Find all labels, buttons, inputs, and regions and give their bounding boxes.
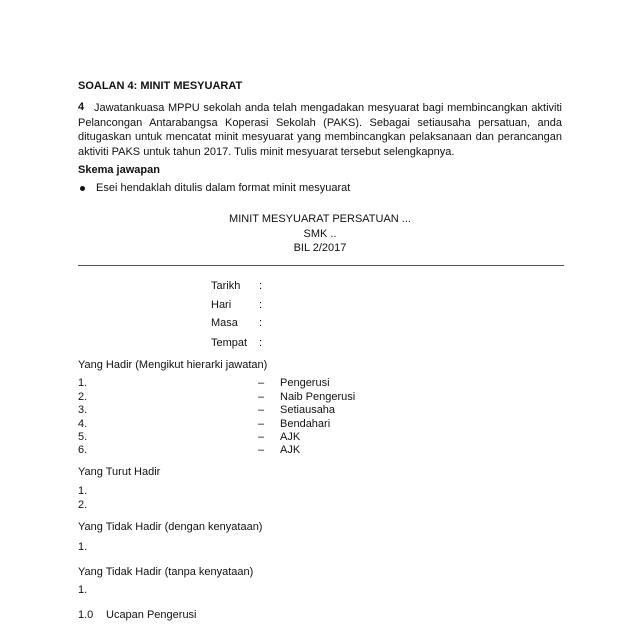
question-title: SOALAN 4: MINIT MESYUARAT — [78, 80, 243, 92]
present-num: 4. — [78, 418, 88, 430]
absent-with-reason-num: 1. — [78, 541, 88, 553]
minutes-number: BIL 2/2017 — [293, 242, 347, 254]
question-text — [78, 101, 562, 159]
meta-sep-tarikh: : — [259, 280, 263, 292]
present-dash: – — [258, 404, 265, 416]
meta-label-masa: Masa — [211, 317, 238, 329]
present-num: 5. — [78, 431, 88, 443]
present-role: Naib Pengerusi — [280, 391, 356, 403]
absent-with-reason-heading: Yang Tidak Hadir (dengan kenyataan) — [78, 521, 263, 533]
meta-label-tarikh: Tarikh — [211, 280, 241, 292]
present-dash: – — [258, 377, 265, 389]
agenda-title: Ucapan Pengerusi — [106, 609, 197, 621]
also-present-heading: Yang Turut Hadir — [78, 466, 161, 478]
minutes-school: SMK .. — [303, 228, 337, 240]
meta-label-tempat: Tempat — [211, 337, 248, 349]
present-num: 3. — [78, 404, 88, 416]
present-role: Bendahari — [280, 418, 331, 430]
also-present-num: 2. — [78, 499, 88, 511]
header-divider — [78, 265, 564, 266]
absent-without-reason-num: 1. — [78, 584, 88, 596]
present-role: AJK — [280, 431, 301, 443]
meta-sep-hari: : — [259, 299, 263, 311]
scheme-bullet-text: Esei hendaklah ditulis dalam format minit mesyuarat — [96, 182, 351, 194]
present-heading: Yang Hadir (Mengikut hierarki jawatan) — [78, 359, 268, 371]
present-dash: – — [258, 444, 265, 456]
present-role: Setiausaha — [280, 404, 336, 416]
present-num: 2. — [78, 391, 88, 403]
present-dash: – — [258, 391, 265, 403]
present-dash: – — [258, 431, 265, 443]
also-present-num: 1. — [78, 485, 88, 497]
scheme-heading: Skema jawapan — [78, 164, 160, 176]
meta-label-hari: Hari — [211, 299, 232, 311]
present-num: 1. — [78, 377, 88, 389]
question-number: 4 — [78, 101, 85, 113]
absent-without-reason-heading: Yang Tidak Hadir (tanpa kenyataan) — [78, 566, 254, 578]
meta-sep-tempat: : — [259, 337, 263, 349]
present-role: Pengerusi — [280, 377, 330, 389]
present-num: 6. — [78, 444, 88, 456]
bullet-icon — [80, 186, 85, 191]
minutes-title: MINIT MESYUARAT PERSATUAN ... — [229, 213, 411, 225]
present-role: AJK — [280, 444, 301, 456]
question-body: Jawatankuasa MPPU sekolah anda telah mengadakan mesyuarat bagi membincangkan aktiviti Pelancongan Antarabangsa Koperasi Sekolah (PAKS). Sebagai setiausaha persatuan, anda ditugaskan untuk mencatat minit mesyuarat yang membincangkan pelaksanaan dan perancangan aktiviti PAKS untuk tahun 2017. Tulis minit mesyuarat tersebut selengkapnya. — [78, 102, 562, 158]
agenda-num: 1.0 — [78, 609, 94, 621]
present-dash: – — [258, 418, 265, 430]
meta-sep-masa: : — [259, 317, 263, 329]
